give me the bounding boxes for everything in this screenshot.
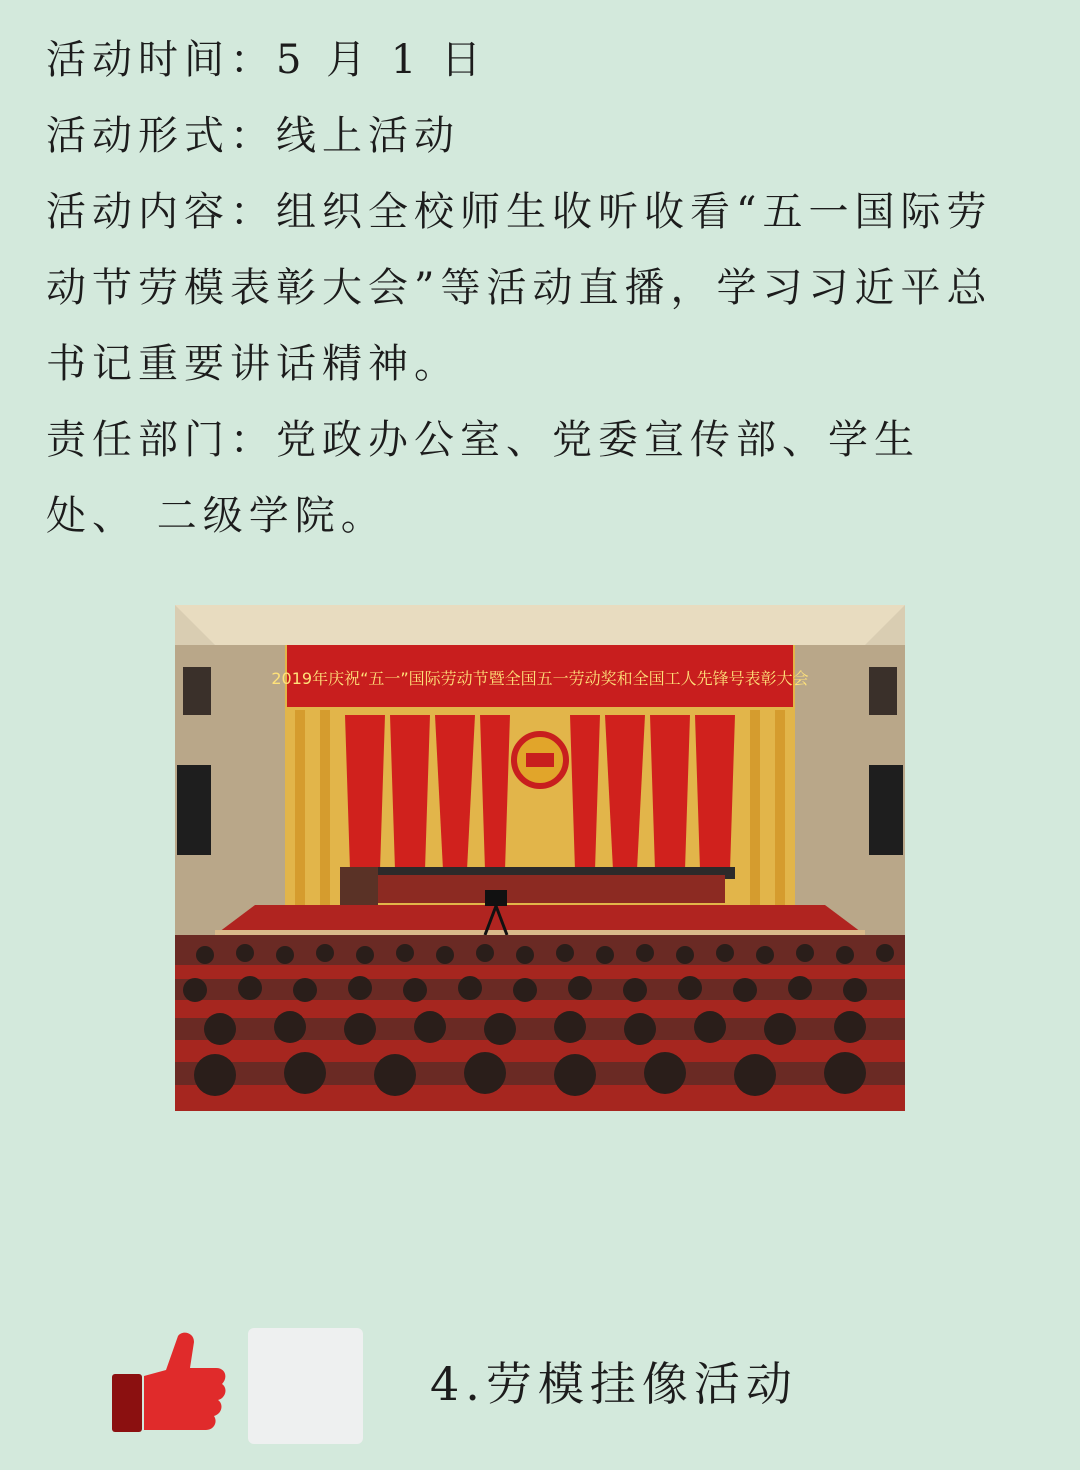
activity-details — [46, 22, 1036, 554]
responsible-department-cont: 处、 二级学院。 — [46, 493, 387, 539]
section-heading: 4.劳模挂像活动 — [430, 1357, 798, 1411]
responsible-department: 责任部门：党政办公室、党委宣传部、学生 — [46, 417, 920, 463]
banner-text: 2019年庆祝“五一”国际劳动节暨全国五一劳动奖和全国工人先锋号表彰大会 — [271, 669, 809, 688]
assembly-hall-photo — [175, 605, 905, 1111]
activity-time: 活动时间：5 月 1 日 — [46, 37, 488, 83]
placeholder-icon-box — [248, 1328, 363, 1444]
assembly-hall-illustration — [175, 605, 905, 1111]
thumbs-up-icon — [108, 1330, 228, 1440]
activity-form: 活动形式：线上活动 — [46, 113, 460, 159]
activity-content: 活动内容：组织全校师生收听收看“五一国际劳动节劳模表彰大会”等活动直播，学习习近平总书记重要讲话精神。 — [46, 189, 993, 387]
